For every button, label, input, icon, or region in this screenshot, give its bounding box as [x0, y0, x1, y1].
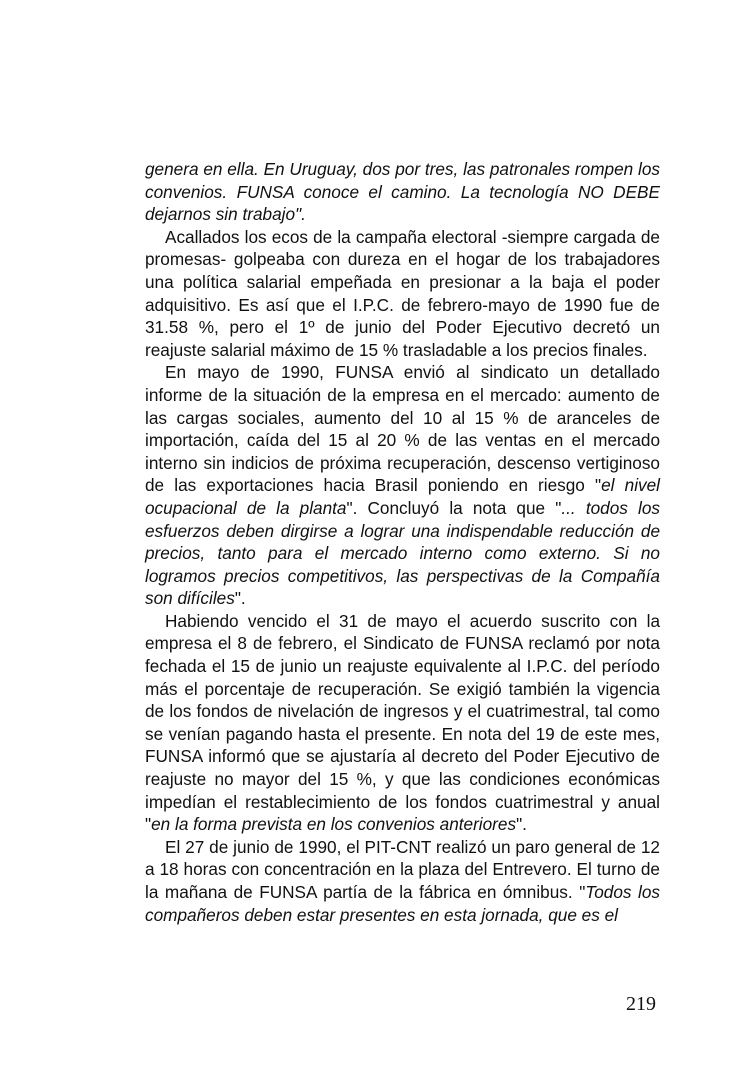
paragraph-2	[145, 361, 660, 610]
page-number: 219	[626, 993, 656, 1015]
text-run: genera en ella. En Uruguay, dos por tres, las patronales rompen los convenios. FUNSA conoce el camino. La tecnología NO DEBE dejarnos sin trabajo".	[145, 159, 660, 225]
text-run: ... todos los esfuerzos deben dirgirse a lograr una indispendable reducción de precios, tanto para el mercado interno como externo. Si no logramos precios competitivos, las perspectivas de la Compañía son difíciles	[145, 497, 660, 609]
text-run: Acallados los ecos de la campaña electoral -siempre cargada de promesas- golpeaba con dureza en el hogar de los trabajadores una política salarial empeñada en presionar a la baja el poder adquisitivo. Es así que el I.P.C. de febrero-mayo de 1990 fue de 31.58 %, pero el 1º de junio del Poder Ejecutivo decretó un reajuste salarial máximo de 15 % trasladable a los precios finales.	[145, 226, 660, 360]
body-text	[145, 158, 660, 926]
paragraph-3	[145, 610, 660, 836]
text-run: el nivel ocupacional de la planta	[145, 475, 660, 518]
text-run: En mayo de 1990, FUNSA envió al sindicato un detallado informe de la situación de la empresa en el mercado: aumento de las cargas sociales, aumento del 10 al 15 % de aranceles de importación, caída del 15 al 20 % de las ventas en el mercado interno sin indicios de próxima recuperación, descenso vertiginoso de las exportaciones hacia Brasil poniendo en riesgo "	[145, 362, 660, 496]
text-run: ".	[516, 814, 527, 835]
text-run: ". Concluyó la nota que "	[346, 497, 562, 518]
text-run: en la forma prevista en los convenios anteriores	[151, 814, 517, 835]
text-run: Todos los compañeros deben estar presentes en esta jornada, que es el	[145, 882, 660, 925]
paragraph-4	[145, 836, 660, 926]
paragraph-0	[145, 158, 660, 226]
text-run: Habiendo vencido el 31 de mayo el acuerdo suscrito con la empresa el 8 de febrero, el Sindicato de FUNSA reclamó por nota fechada el 15 de junio un reajuste equivalente al I.P.C. del período más el porcentaje de recuperación. Se exigió también la vigencia de los fondos de nivelación de ingresos y el cuatrimestral, tal como se venían pagando hasta el presente. En nota del 19 de este mes, FUNSA informó que se ajustaría al decreto del Poder Ejecutivo de reajuste no mayor del 15 %, y que las condiciones económicas impedían el restablecimiento de los fondos cuatrimestral y anual "	[145, 610, 660, 835]
paragraph-1	[145, 226, 660, 362]
text-run: El 27 de junio de 1990, el PIT-CNT realizó un paro general de 12 a 18 horas con concentración en la plaza del Entrevero. El turno de la mañana de FUNSA partía de la fábrica en ómnibus. "	[145, 836, 660, 902]
text-run: ".	[234, 588, 246, 609]
